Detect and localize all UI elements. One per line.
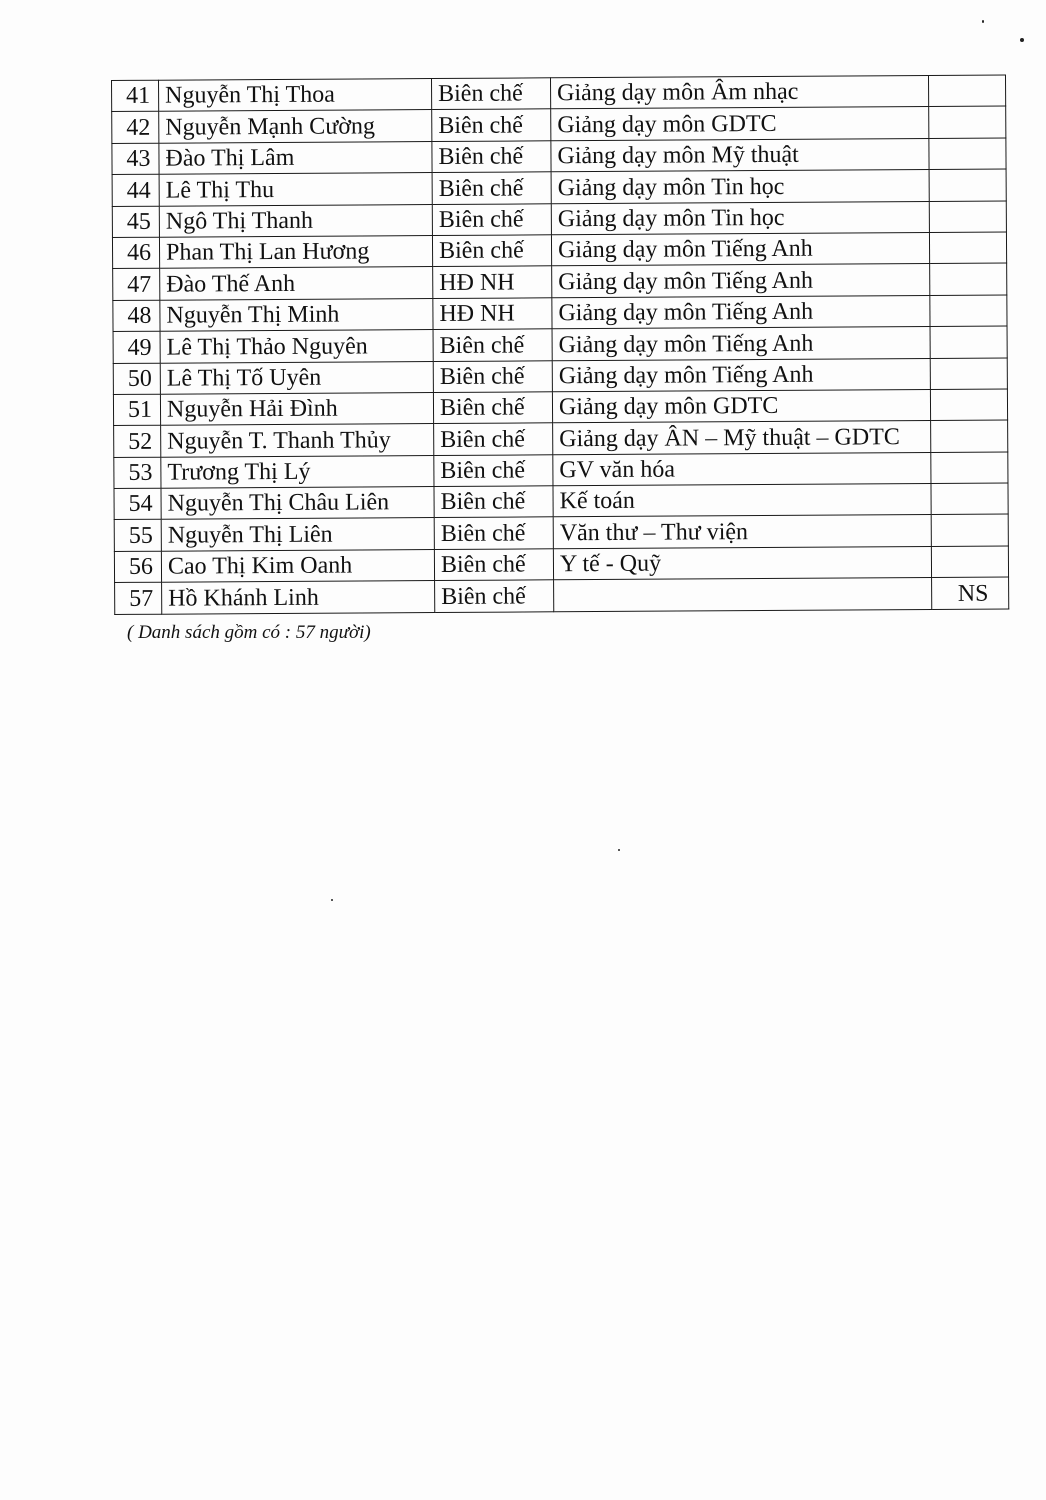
staff-name-cell: Hồ Khánh Linh (162, 581, 435, 614)
contract-type-cell: Biên chế (433, 329, 552, 361)
table-row (114, 420, 1008, 457)
staff-name-cell: Cao Thị Kim Oanh (161, 549, 434, 582)
row-number-cell: 51 (113, 394, 160, 426)
staff-name-cell: Lê Thị Thảo Nguyên (160, 330, 433, 363)
job-assignment-cell: Y tế - Quỹ (553, 546, 931, 580)
staff-name-cell: Trương Thị Lý (161, 455, 434, 488)
row-number-cell: 47 (113, 269, 160, 301)
row-number-cell: 45 (112, 206, 159, 238)
row-number-cell: 56 (114, 551, 161, 583)
row-note-cell (930, 389, 1007, 421)
job-assignment-cell: GV văn hóa (553, 452, 931, 486)
row-number-cell: 46 (112, 237, 159, 269)
staff-table-body (112, 75, 1009, 614)
contract-type-cell: Biên chế (433, 392, 552, 424)
staff-name-cell: Nguyễn Mạnh Cường (159, 110, 432, 143)
row-number-cell: 43 (112, 143, 159, 175)
row-number-cell: 55 (114, 520, 161, 552)
contract-type-cell: Biên chế (434, 423, 553, 455)
contract-type-cell: HĐ NH (433, 266, 552, 298)
job-assignment-cell: Giảng dạy môn Tiếng Anh (552, 295, 930, 329)
staff-name-cell: Nguyễn Thị Liên (161, 518, 434, 551)
row-number-cell: 57 (115, 582, 162, 614)
contract-type-cell: Biên chế (432, 203, 551, 235)
job-assignment-cell (554, 578, 932, 612)
row-number-cell: 44 (112, 174, 159, 206)
staff-name-cell: Phan Thị Lan Hương (159, 235, 432, 268)
staff-name-cell: Lê Thị Tố Uyên (160, 361, 433, 394)
contract-type-cell: Biên chế (432, 235, 551, 267)
staff-name-cell: Nguyễn T. Thanh Thủy (161, 424, 434, 457)
scan-speck (618, 849, 620, 851)
row-number-cell: 41 (112, 80, 159, 112)
row-note-cell (930, 358, 1007, 390)
row-number-cell: 48 (113, 300, 160, 332)
staff-name-cell: Ngô Thị Thanh (159, 204, 432, 237)
contract-type-cell: Biên chế (432, 172, 551, 204)
row-note-cell (928, 75, 1005, 107)
contract-type-cell: Biên chế (435, 580, 554, 612)
row-note-cell: NS (932, 577, 1009, 609)
row-note-cell (931, 514, 1008, 546)
staff-name-cell: Đào Thế Anh (160, 267, 433, 300)
job-assignment-cell: Giảng dạy ÂN – Mỹ thuật – GDTC (553, 421, 931, 455)
scan-speck (982, 20, 984, 23)
job-assignment-cell: Giảng dạy môn Tiếng Anh (552, 327, 930, 361)
row-note-cell (931, 452, 1008, 484)
job-assignment-cell: Giảng dạy môn Mỹ thuật (551, 138, 929, 172)
job-assignment-cell: Giảng dạy môn GDTC (551, 107, 929, 141)
job-assignment-cell: Giảng dạy môn Tiếng Anh (552, 358, 930, 392)
scan-speck (1020, 38, 1024, 42)
staff-name-cell: Nguyễn Thị Châu Liên (161, 487, 434, 520)
contract-type-cell: Biên chế (431, 78, 550, 110)
row-note-cell (931, 546, 1008, 578)
staff-table (111, 75, 1009, 615)
staff-name-cell: Đào Thị Lâm (159, 141, 432, 174)
contract-type-cell: Biên chế (434, 486, 553, 518)
row-number-cell: 50 (113, 363, 160, 395)
job-assignment-cell: Văn thư – Thư viện (553, 515, 931, 549)
job-assignment-cell: Giảng dạy môn Âm nhạc (550, 76, 928, 110)
job-assignment-cell: Giảng dạy môn Tin học (551, 201, 929, 235)
contract-type-cell: HĐ NH (433, 298, 552, 330)
row-note-cell (930, 326, 1007, 358)
row-note-cell (930, 263, 1007, 295)
row-number-cell: 49 (113, 331, 160, 363)
row-note-cell (929, 169, 1006, 201)
staff-name-cell: Nguyễn Thị Thoa (159, 79, 432, 112)
row-note-cell (930, 295, 1007, 327)
contract-type-cell: Biên chế (433, 360, 552, 392)
staff-name-cell: Lê Thị Thu (159, 173, 432, 206)
staff-name-cell: Nguyễn Thị Minh (160, 298, 433, 331)
table-row (115, 577, 1009, 614)
job-assignment-cell: Giảng dạy môn Tiếng Anh (551, 232, 929, 266)
row-number-cell: 52 (114, 426, 161, 458)
row-note-cell (929, 138, 1006, 170)
row-note-cell (931, 420, 1008, 452)
contract-type-cell: Biên chế (432, 109, 551, 141)
contract-type-cell: Biên chế (434, 517, 553, 549)
scan-speck (331, 899, 333, 901)
staff-name-cell: Nguyễn Hải Đình (160, 392, 433, 425)
row-number-cell: 53 (114, 457, 161, 489)
job-assignment-cell: Giảng dạy môn Tin học (551, 170, 929, 204)
row-number-cell: 42 (112, 112, 159, 144)
contract-type-cell: Biên chế (432, 141, 551, 173)
job-assignment-cell: Kế toán (553, 484, 931, 518)
job-assignment-cell: Giảng dạy môn Tiếng Anh (552, 264, 930, 298)
row-note-cell (929, 201, 1006, 233)
contract-type-cell: Biên chế (434, 549, 553, 581)
job-assignment-cell: Giảng dạy môn GDTC (552, 389, 930, 423)
row-note-cell (931, 483, 1008, 515)
contract-type-cell: Biên chế (434, 454, 553, 486)
row-note-cell (929, 232, 1006, 264)
list-total-note: ( Danh sách gồm có : 57 người) (127, 622, 371, 643)
row-number-cell: 54 (114, 488, 161, 520)
row-note-cell (929, 106, 1006, 138)
